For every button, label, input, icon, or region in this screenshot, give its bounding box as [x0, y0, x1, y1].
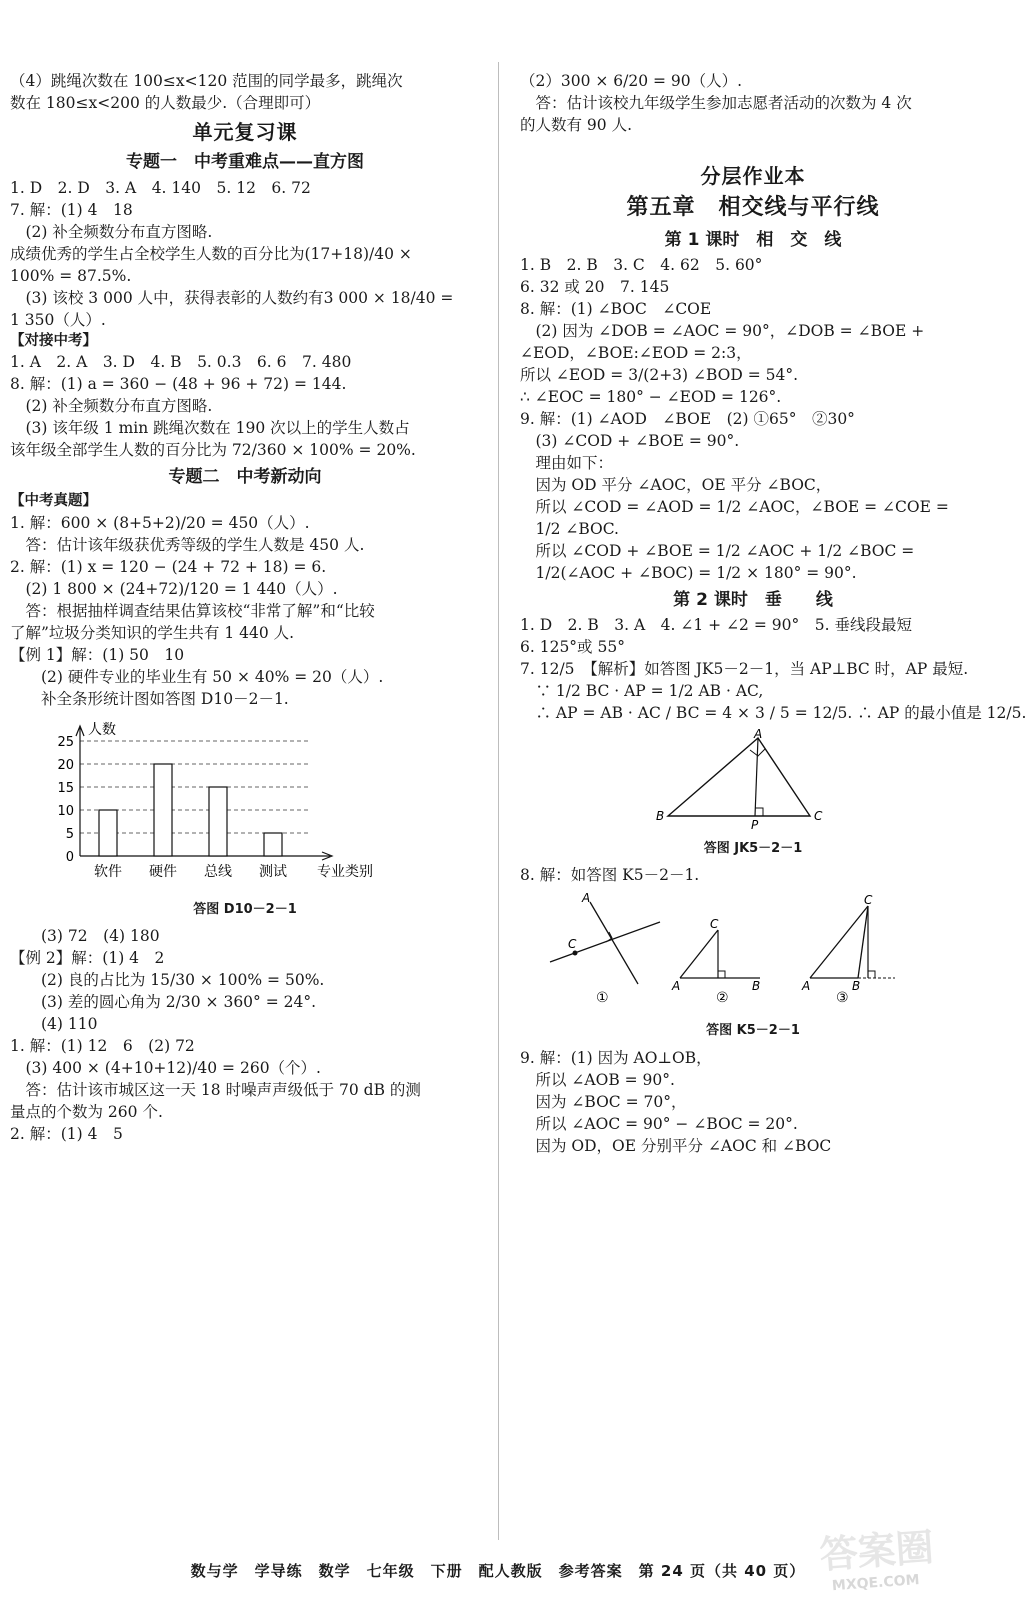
answer-line: 【例 1】解：(1) 50 10	[10, 645, 185, 664]
perpendicular-figures	[520, 892, 960, 1012]
bar	[154, 764, 172, 856]
answer-line: 1. A 2. A 3. D 4. B 5. 0.3 6. 6 7. 480	[10, 353, 352, 372]
triangle-diagram	[520, 726, 986, 836]
figure-caption: 答图 K5－2－1	[706, 1023, 800, 1039]
answer-line: 答：根据抽样调查结果估算该校“非常了解”和“比较	[10, 601, 375, 620]
fig3-label-c: C	[864, 893, 873, 908]
answer-line: 1. 解：(1) 12 6 (2) 72	[10, 1037, 195, 1056]
bar	[209, 787, 227, 856]
answer-line: (2) 因为 ∠DOB = ∠AOC = 90°，∠DOB = ∠BOE +	[520, 321, 925, 340]
fig2-number: ②	[716, 990, 729, 1007]
y-tick-label: 25	[57, 734, 74, 750]
x-tick-label: 硬件	[149, 863, 177, 880]
answer-line: 答：估计该校九年级学生参加志愿者活动的次数为 4 次	[520, 94, 912, 112]
fig1-label-a: A	[582, 891, 591, 906]
figure-caption: 答图 D10－2－1	[193, 901, 297, 917]
answer-line: 答：估计该年级获优秀等级的学生人数是 450 人.	[10, 535, 365, 554]
section-title: 分层作业本	[700, 164, 806, 188]
answer-line: 补全条形统计图如答图 D10－2－1.	[10, 689, 289, 708]
answer-line: 1/2 ∠BOC.	[520, 519, 619, 538]
answer-line: 了解”垃圾分类知识的学生共有 1 440 人.	[10, 623, 295, 642]
answer-line: 所以 ∠EOD = 3/(2+3) ∠BOD = 54°.	[520, 365, 799, 384]
answer-line: (3) 该年级 1 min 跳绳次数在 190 次以上的学生人数占	[10, 419, 410, 438]
watermark-main: 答案圈	[818, 1525, 936, 1577]
bar	[264, 833, 282, 856]
x-tick-label: 测试	[259, 863, 287, 880]
answer-line: ∠EOD，∠BOE:∠EOD = 2:3，	[520, 343, 752, 362]
x-tick-label: 软件	[94, 863, 122, 880]
answer-line: (2) 补全频数分布直方图略.	[10, 397, 213, 416]
answer-line: 因为 OD 平分 ∠AOC，OE 平分 ∠BOC，	[520, 475, 832, 494]
answer-line: 7. 12/5 【解析】如答图 JK5－2－1，当 AP⊥BC 时，AP 最短.	[520, 659, 969, 678]
subsection-title: 专题二 中考新动向	[168, 467, 322, 488]
fig2-side	[680, 930, 718, 978]
answer-line: 100% = 87.5%.	[10, 266, 132, 285]
column-divider	[498, 62, 499, 1540]
section-title: 单元复习课	[192, 120, 298, 144]
answer-line: 所以 ∠COD + ∠BOE = 1/2 ∠AOC + 1/2 ∠BOC =	[520, 541, 915, 560]
watermark-logo	[818, 1516, 937, 1595]
label-b: B	[656, 808, 665, 823]
answer-line: 8. 解：(1) a = 360 − (48 + 96 + 72) = 144.	[10, 375, 347, 394]
label-a: A	[754, 726, 763, 741]
y-axis-label: 人数	[88, 721, 116, 738]
answer-line: 1 350（人）.	[10, 310, 106, 329]
answer-line: 7. 解：(1) 4 18	[10, 200, 133, 219]
chart-figure	[10, 716, 480, 897]
answer-line: 8. 解：(1) ∠BOC ∠COE	[520, 299, 712, 318]
fig1-perpendicular	[590, 902, 638, 984]
answer-line: 9. 解：(1) 因为 AO⊥OB，	[520, 1048, 712, 1067]
answer-line: (2) 1 800 × (24+72)/120 = 1 440（人）.	[10, 579, 338, 598]
answer-line: 【例 2】解：(1) 4 2	[10, 949, 165, 968]
answer-line: （2）300 × 6/20 = 90（人）.	[520, 72, 743, 90]
answer-line: （4）跳绳次数在 100≤x<120 范围的同学最多，跳绳次	[10, 72, 403, 90]
label-p: P	[751, 817, 759, 832]
answer-line: 因为 ∠BOC = 70°，	[520, 1092, 687, 1111]
answer-line: ∵ 1/2 BC · AP = 1/2 AB · AC,	[520, 681, 764, 700]
answer-line: 6. 125°或 55°	[520, 637, 625, 656]
answer-line: (2) 硬件专业的毕业生有 50 × 40% = 20（人）.	[10, 667, 384, 686]
subsection-title: 第 1 课时 相 交 线	[664, 229, 842, 250]
page-footer: 数与学 学导练 数学 七年级 下册 配人教版 参考答案 第 24 页（共 40 页）	[190, 1562, 806, 1580]
section-tag: 【对接中考】	[10, 332, 97, 349]
label-c: C	[814, 808, 823, 823]
watermark-sub: MXQE.COM	[831, 1572, 921, 1595]
right-angle-mark	[755, 808, 763, 816]
answer-line: 8. 解：如答图 K5－2－1.	[520, 866, 700, 885]
right-angle-mark	[718, 971, 725, 978]
right-column	[520, 70, 1026, 1157]
y-tick-label: 0	[65, 849, 74, 865]
answer-line: ∴ AP = AB · AC / BC = 4 × 3 / 5 = 12/5. ∴ AP 的最小值是 12/5.	[520, 703, 1026, 722]
fig1-point-c	[573, 951, 578, 956]
answer-line: 的人数有 90 人.	[520, 116, 633, 134]
answer-line: (3) 400 × (4+10+12)/40 = 260（个）.	[10, 1059, 321, 1078]
answer-line: (3) ∠COD + ∠BOE = 90°.	[520, 431, 740, 450]
bar	[99, 810, 117, 856]
answer-line: 2. 解：(1) 4 5	[10, 1125, 123, 1144]
altitude-ap	[755, 738, 758, 816]
answer-line: 量点的个数为 260 个.	[10, 1103, 163, 1122]
fig2-label-a: A	[672, 979, 681, 994]
spacer	[520, 136, 986, 158]
answer-line: 1. D 2. B 3. A 4. ∠1 + ∠2 = 90° 5. 垂线段最短	[520, 615, 912, 634]
answer-line: 所以 ∠AOC = 90° − ∠BOC = 20°.	[520, 1114, 798, 1133]
answer-line: 数在 180≤x<200 的人数最少.（合理即可）	[10, 94, 321, 112]
answer-line: 所以 ∠COD = ∠AOD = 1/2 ∠AOC，∠BOE = ∠COE =	[520, 497, 949, 516]
answer-line: 因为 OD，OE 分别平分 ∠AOC 和 ∠BOC	[520, 1136, 832, 1155]
subsection-title: 专题一 中考重难点——直方图	[126, 152, 364, 173]
answer-line: 9. 解：(1) ∠AOD ∠BOE (2) ①65° ②30°	[520, 409, 855, 428]
answer-line: 6. 32 或 20 7. 145	[520, 277, 670, 296]
y-tick-label: 20	[57, 757, 74, 773]
chapter-title: 第五章 相交线与平行线	[626, 195, 880, 221]
x-tick-label: 总线	[204, 863, 232, 880]
fig1-label-c: C	[568, 937, 577, 952]
fig3-label-a: A	[802, 979, 811, 994]
answer-line: 1. B 2. B 3. C 4. 62 5. 60°	[520, 255, 763, 274]
answer-line: (3) 72 (4) 180	[10, 927, 160, 946]
answer-line: (2) 补全频数分布直方图略.	[10, 222, 213, 241]
bar-chart	[10, 716, 373, 891]
fig3-number: ③	[836, 990, 849, 1007]
perpendicular-diagram	[520, 892, 986, 1018]
right-angle-mark	[868, 971, 875, 978]
figure-caption: 答图 JK5－2－1	[703, 840, 803, 856]
subsection-title: 第 2 课时 垂 线	[673, 589, 833, 610]
answer-line: 所以 ∠AOB = 90°.	[520, 1070, 675, 1089]
answer-line: 成绩优秀的学生占全校学生人数的百分比为(17+18)/40 ×	[10, 244, 412, 263]
answer-line: ∴ ∠EOC = 180° − ∠EOD = 126°.	[520, 387, 782, 406]
y-tick-label: 15	[57, 780, 74, 796]
fig1-number: ①	[596, 990, 609, 1007]
answer-line: 理由如下：	[520, 453, 614, 472]
section-tag: 【中考真题】	[10, 493, 97, 510]
answer-line: (3) 该校 3 000 人中，获得表彰的人数约有3 000 × 18/40 =	[10, 288, 454, 307]
answer-line: 1/2(∠AOC + ∠BOC) = 1/2 × 180° = 90°.	[520, 563, 857, 582]
fig2-label-b: B	[752, 979, 761, 994]
triangle-abc	[668, 738, 810, 816]
left-column	[10, 70, 480, 1145]
x-axis-label: 专业类别	[317, 863, 373, 880]
fig3-label-b: B	[852, 979, 861, 994]
triangle-figure	[520, 726, 960, 832]
y-tick-label: 5	[65, 826, 74, 842]
answer-line: 答：估计该市城区这一天 18 时噪声声级低于 70 dB 的测	[10, 1081, 421, 1100]
answer-line: (4) 110	[10, 1015, 98, 1034]
fig2-label-c: C	[710, 917, 719, 932]
y-tick-label: 10	[57, 803, 74, 819]
answer-line: (3) 差的圆心角为 2/30 × 360° = 24°.	[10, 993, 317, 1012]
answer-line: 该年级全部学生人数的百分比为 72/360 × 100% = 20%.	[10, 441, 416, 460]
answer-line: 1. D 2. D 3. A 4. 140 5. 12 6. 72	[10, 178, 311, 197]
answer-line: (2) 良的占比为 15/30 × 100% = 50%.	[10, 971, 325, 990]
answer-line: 2. 解：(1) x = 120 − (24 + 72 + 18) = 6.	[10, 557, 327, 576]
answer-line: 1. 解：600 × (8+5+2)/20 = 450（人）.	[10, 513, 310, 532]
